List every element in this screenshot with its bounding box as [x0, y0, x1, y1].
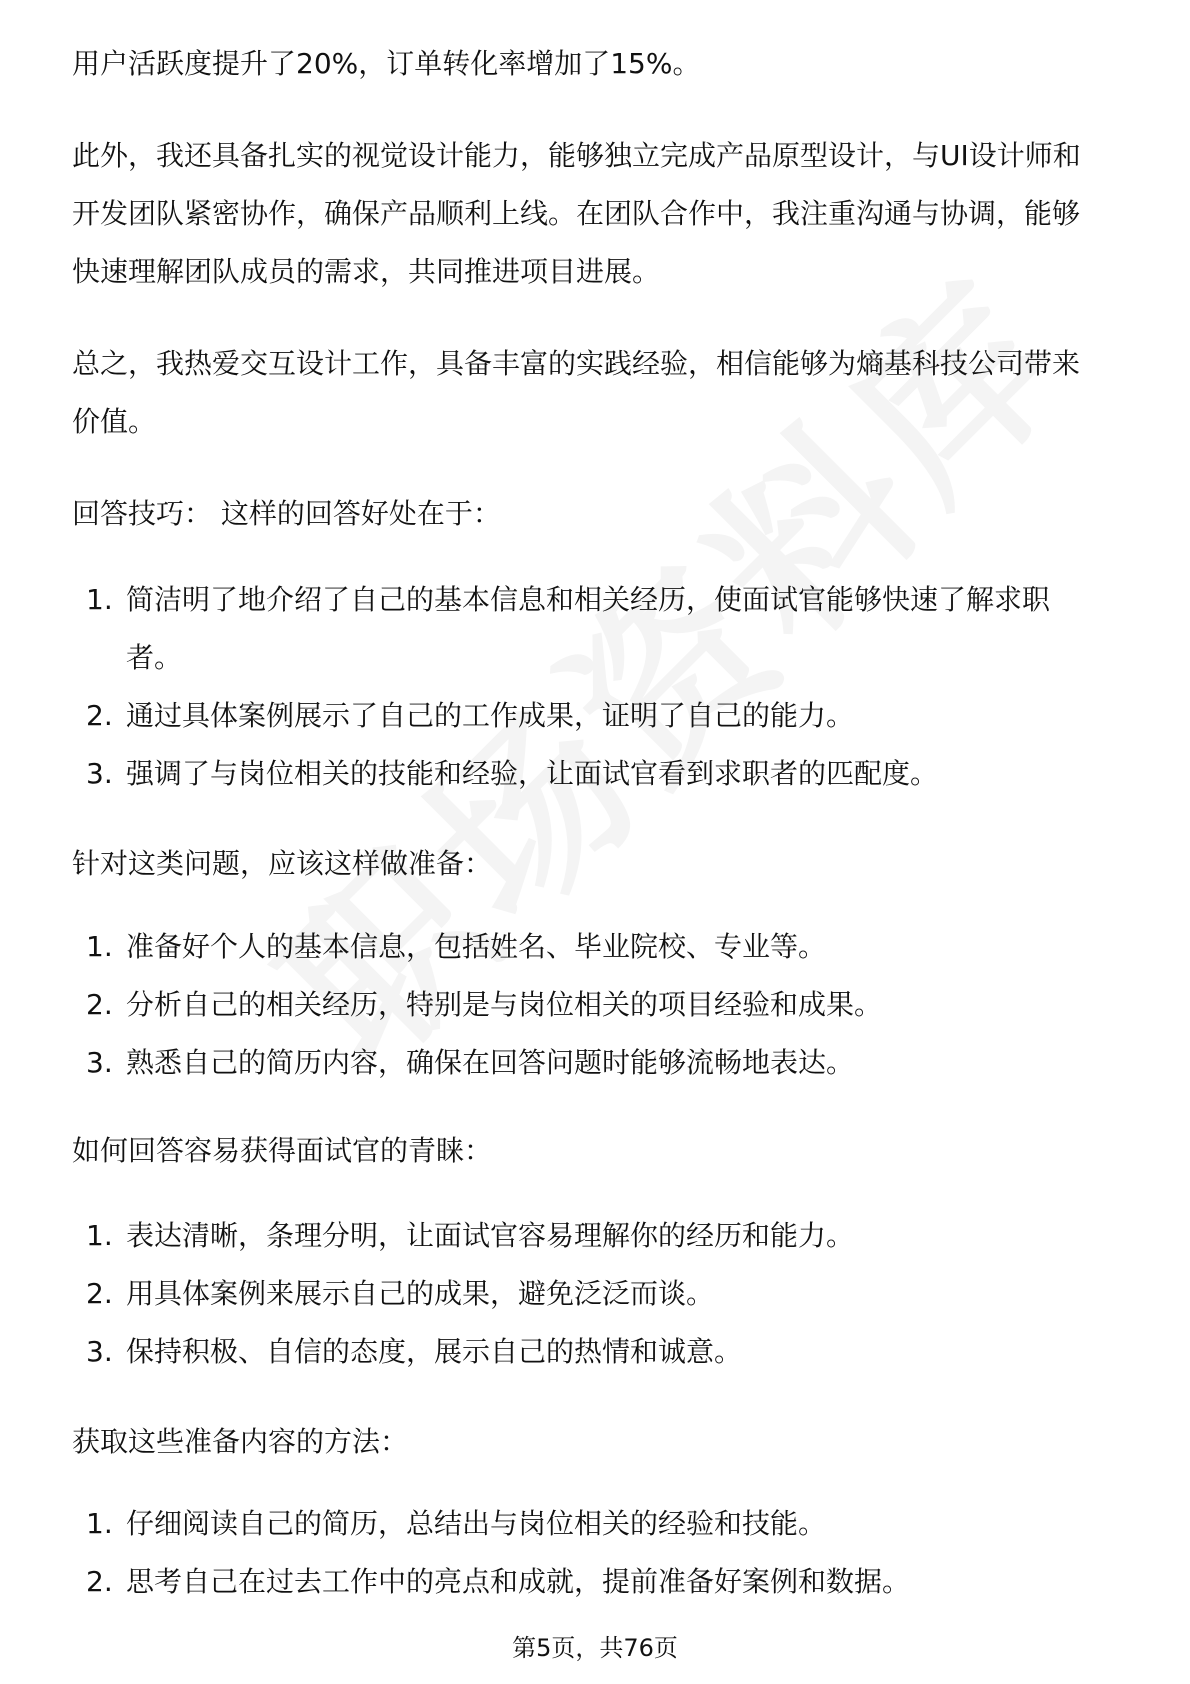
- page-number: 第5页，共76页: [512, 1634, 678, 1662]
- list-item-text: 思考自己在过去工作中的亮点和成就，提前准备好案例和数据。: [126, 1565, 911, 1598]
- section-heading: 回答技巧： 这样的回答好处在于：: [72, 497, 501, 530]
- paragraph-line: 价值。: [72, 405, 157, 438]
- paragraph-line: 快速理解团队成员的需求，共同推进项目进展。: [72, 255, 661, 288]
- list-item-text: 用具体案例来展示自己的成果，避免泛泛而谈。: [126, 1277, 715, 1310]
- list-item-number: 1.: [86, 583, 113, 616]
- section-heading: 如何回答容易获得面试官的青睐：: [72, 1134, 493, 1167]
- list-item-number: 2.: [86, 1277, 113, 1310]
- list-item-number: 1.: [86, 930, 113, 963]
- list-item-text: 通过具体案例展示了自己的工作成果，证明了自己的能力。: [126, 699, 855, 732]
- list-item-number: 2.: [86, 988, 113, 1021]
- list-item-text: 仔细阅读自己的简历，总结出与岗位相关的经验和技能。: [126, 1507, 827, 1540]
- list-item-text: 简洁明了地介绍了自己的基本信息和相关经历，使面试官能够快速了解求职: [126, 583, 1051, 616]
- section-heading: 获取这些准备内容的方法：: [72, 1425, 409, 1458]
- list-item-number: 2.: [86, 699, 113, 732]
- list-item-text: 者。: [126, 641, 183, 674]
- list-item-number: 3.: [86, 757, 113, 790]
- list-item-number: 1.: [86, 1507, 113, 1540]
- paragraph-line: 总之，我热爱交互设计工作，具备丰富的实践经验，相信能够为熵基科技公司带来: [72, 347, 1081, 380]
- list-item-number: 2.: [86, 1565, 113, 1598]
- paragraph-line: 开发团队紧密协作，确保产品顺利上线。在团队合作中，我注重沟通与协调，能够: [72, 197, 1081, 230]
- list-item-number: 3.: [86, 1046, 113, 1079]
- paragraph-line: 此外，我还具备扎实的视觉设计能力，能够独立完成产品原型设计，与UI设计师和: [72, 139, 1081, 172]
- list-item-text: 保持积极、自信的态度，展示自己的热情和诚意。: [126, 1335, 743, 1368]
- list-item-text: 熟悉自己的简历内容，确保在回答问题时能够流畅地表达。: [126, 1046, 855, 1079]
- paragraph-line: 用户活跃度提升了20%，订单转化率增加了15%。: [72, 47, 701, 80]
- list-item-text: 分析自己的相关经历，特别是与岗位相关的项目经验和成果。: [126, 988, 883, 1021]
- list-item-number: 3.: [86, 1335, 113, 1368]
- list-item-text: 强调了与岗位相关的技能和经验，让面试官看到求职者的匹配度。: [126, 757, 939, 790]
- list-item-text: 表达清晰，条理分明，让面试官容易理解你的经历和能力。: [126, 1219, 855, 1252]
- section-heading: 针对这类问题，应该这样做准备：: [72, 847, 493, 880]
- list-item-text: 准备好个人的基本信息，包括姓名、毕业院校、专业等。: [126, 930, 827, 963]
- list-item-number: 1.: [86, 1219, 113, 1252]
